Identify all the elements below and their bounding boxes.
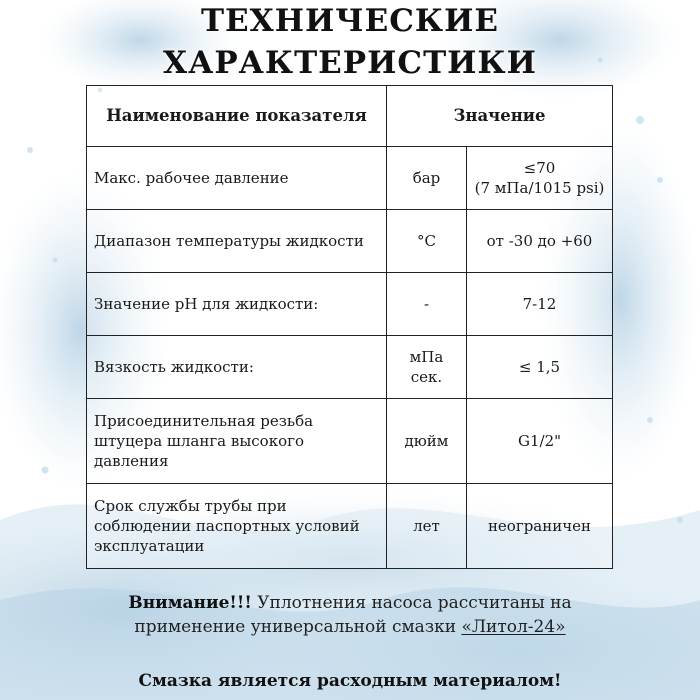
row-value-line2: (7 мПа/1015 psi) — [474, 179, 605, 197]
header-parameter-name: Наименование показателя — [87, 86, 387, 147]
row-value-line1: ≤70 — [523, 159, 556, 177]
notice-line1-text: Уплотнения насоса рассчитаны на — [251, 593, 572, 613]
table-header-row — [87, 86, 613, 147]
row-value: 7-12 — [467, 273, 613, 336]
row-value — [467, 147, 613, 210]
row-name: Диапазон температуры жидкости — [87, 210, 387, 273]
row-value: G1/2" — [467, 399, 613, 484]
table-row — [87, 336, 613, 399]
table-row — [87, 399, 613, 484]
row-name: Вязкость жидкости: — [87, 336, 387, 399]
table-row — [87, 210, 613, 273]
row-value: от -30 до +60 — [467, 210, 613, 273]
notice-line1 — [0, 591, 700, 615]
row-name: Срок службы трубы при соблюдении паспортных условий эксплуатации — [87, 484, 387, 569]
footer-note: Смазка является расходным материалом! — [138, 671, 562, 691]
row-name: Значение pH для жидкости: — [87, 273, 387, 336]
notice-warning-label: Внимание!!! — [128, 593, 252, 613]
row-unit: лет — [387, 484, 467, 569]
row-name: Макс. рабочее давление — [87, 147, 387, 210]
row-unit: бар — [387, 147, 467, 210]
row-unit: - — [387, 273, 467, 336]
table-row — [87, 484, 613, 569]
page-title-line1: ТЕХНИЧЕСКИЕ — [200, 3, 500, 39]
specifications-table — [86, 85, 613, 569]
table-row — [87, 147, 613, 210]
notice-line2-text: применение универсальной смазки — [134, 617, 462, 637]
row-unit: дюйм — [387, 399, 467, 484]
grease-name-link: «Литол-24» — [461, 617, 566, 637]
table-row — [87, 273, 613, 336]
row-value: ≤ 1,5 — [467, 336, 613, 399]
header-value: Значение — [387, 86, 613, 147]
row-value: неограничен — [467, 484, 613, 569]
page-title-line2: ХАРАКТЕРИСТИКИ — [163, 45, 537, 81]
row-unit: мПа сек. — [387, 336, 467, 399]
row-unit: °C — [387, 210, 467, 273]
row-name: Присоединительная резьба штуцера шланга высокого давления — [87, 399, 387, 484]
notice-line2 — [0, 615, 700, 639]
